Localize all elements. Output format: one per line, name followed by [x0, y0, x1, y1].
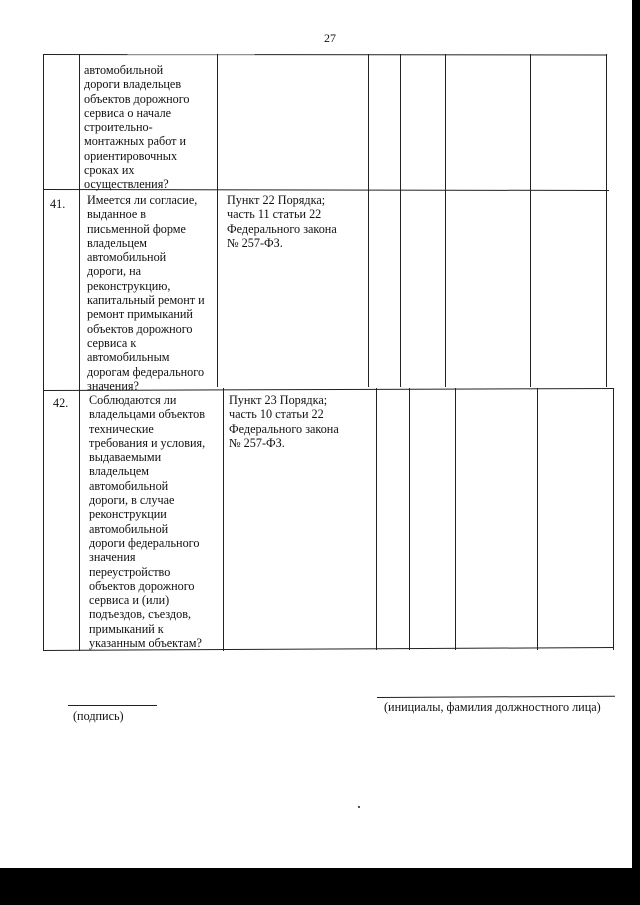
table-rule: [43, 54, 606, 55]
question-text: Соблюдаются ли владельцами объектов технические требования и условия, выдаваемыми владельцем автомобильной дороги, в случае реконструкции автомобильной дороги федерального значения переустройство объектов дорожного сервиса и (или) подъездов, съездов, примыканий к указанным объектам?: [89, 393, 206, 651]
table-rule: [455, 388, 456, 650]
name-line: [377, 696, 615, 698]
scan-speck: [358, 806, 360, 808]
table-rule: [409, 388, 410, 650]
question-text: автомобильной дороги владельцев объектов дорожного сервиса о начале строительно- монтажных работ и ориентировочных сроках их осуществления?: [84, 63, 190, 192]
table-rule: [223, 388, 224, 651]
question-text: Имеется ли согласие, выданное в письменной форме владельцем автомобильной дороги, на реконструкцию, капитальный ремонт и ремонт примыканий объектов дорожного сервиса к автомобильным дорогам федерального значения?: [87, 193, 205, 393]
legal-basis-text: Пункт 22 Порядка; часть 11 статьи 22 Федерального закона № 257-ФЗ.: [227, 193, 337, 250]
signature-line: [68, 705, 157, 706]
table-rule: [606, 54, 607, 387]
table-rule: [613, 388, 614, 650]
table-rule: [530, 54, 531, 387]
row-number: 41.: [50, 197, 66, 211]
table-rule: [79, 54, 80, 651]
row-number: 42.: [53, 396, 69, 410]
table-rule: [376, 388, 377, 650]
table-rule: [368, 54, 369, 387]
table-rule: [445, 54, 446, 387]
table-rule: [537, 388, 538, 650]
signature-label: (подпись): [73, 709, 124, 723]
table-rule: [400, 54, 401, 387]
page-number: 27: [324, 31, 336, 45]
table-rule: [43, 54, 44, 651]
legal-basis-text: Пункт 23 Порядка; часть 10 статьи 22 Федерального закона № 257-ФЗ.: [229, 393, 339, 450]
name-label: (инициалы, фамилия должностного лица): [384, 700, 601, 714]
